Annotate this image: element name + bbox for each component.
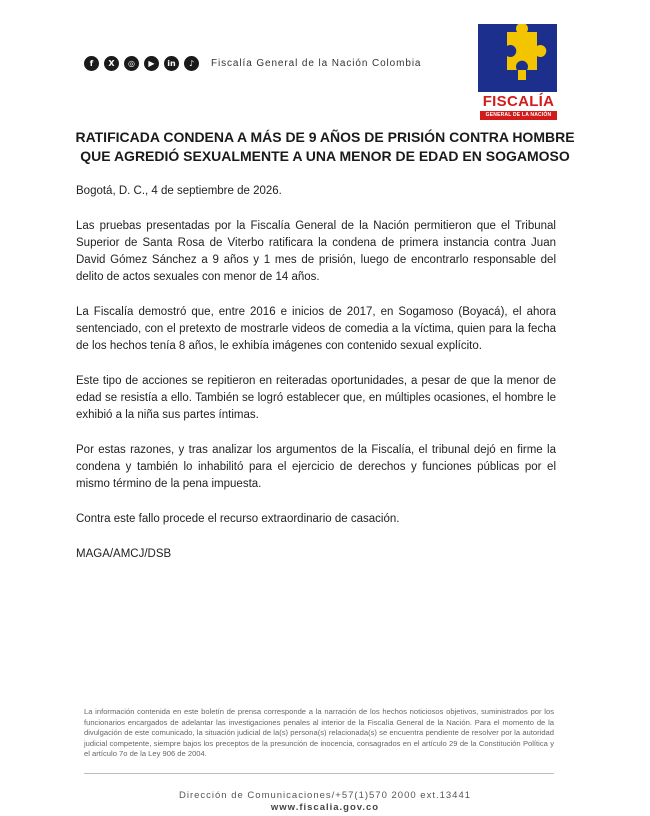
title-line-2: QUE AGREDIÓ SEXUALMENTE A UNA MENOR DE EDAD EN SOGAMOSO <box>80 148 570 164</box>
tiktok-icon[interactable]: ♪ <box>184 56 199 71</box>
document-header <box>0 0 650 130</box>
social-icons <box>84 56 199 71</box>
author-initials: MAGA/AMCJ/DSB <box>76 548 172 560</box>
title-line-1: RATIFICADA CONDENA A MÁS DE 9 AÑOS DE PRISIÓN CONTRA HOMBRE <box>75 129 575 145</box>
dateline: Bogotá, D. C., 4 de septiembre de 2026. <box>76 185 282 197</box>
paragraph: Contra este fallo procede el recurso extraordinario de casación. <box>76 513 400 525</box>
fiscalia-logo <box>476 24 561 124</box>
paragraph: Por estas razones, y tras analizar los argumentos de la Fiscalía, el tribunal dejó en firme la condena y también lo inhabilitó para el ejercicio de derechos y funciones públicas por el mismo término de la pena impuesta. <box>76 444 556 490</box>
paragraph: La Fiscalía demostró que, entre 2016 e inicios de 2017, en Sogamoso (Boyacá), el ahora sentenciado, con el pretexto de mostrarle videos de comedia a la víctima, quien para la fecha de los hechos tenía 8 años, le exhibía imágenes con contenido sexual explícito. <box>76 306 556 352</box>
press-release-body <box>76 183 556 563</box>
paragraph: Este tipo de acciones se repitieron en reiteradas oportunidades, a pesar de que la menor de edad se resistía a ello. También se logró establecer que, en múltiples ocasiones, el hombre le exhibió a la niña sus partes íntimas. <box>76 375 556 421</box>
paragraph: Las pruebas presentadas por la Fiscalía General de la Nación permitieron que el Tribunal Superior de Santa Rosa de Viterbo ratificara la condena de primera instancia contra Juan David Gómez Sánchez a 9 años y 1 mes de prisión, luego de encontrarlo responsable del delito de actos sexuales con menor de 14 años. <box>76 220 556 283</box>
website-link[interactable]: www.fiscalia.gov.co <box>270 802 380 813</box>
logo-wordmark: FISCALÍA <box>482 93 555 110</box>
facebook-icon[interactable]: f <box>84 56 99 71</box>
linkedin-icon[interactable]: in <box>164 56 179 71</box>
logo-subtitle: GENERAL DE LA NACIÓN <box>480 111 557 120</box>
org-name: Fiscalía General de la Nación Colombia <box>211 58 422 69</box>
youtube-icon[interactable]: ▶ <box>144 56 159 71</box>
legal-disclaimer: La información contenida en este boletín de prensa corresponde a la narración de los hechos noticiosos objetivos, suministrados por los funcionarios encargados de adelantar las investigaciones penales al interior de la Fiscalía General de la Nación. Para el momento de la divulgación de este comunicado, la situación judicial de la(s) persona(s) relacionada(s) se encuentra pendiente de resolver por la autoridad judicial competente, siempre bajos los preceptos de la presunción de inocencia, consagrados en el artículo 29 de la Constitución Política y el artículo 7o de la Ley 906 de 2004. <box>84 707 554 759</box>
puzzle-logo-icon <box>478 24 557 92</box>
instagram-icon[interactable]: ◎ <box>124 56 139 71</box>
contact-line: Dirección de Comunicaciones/+57(1)570 2000 ext.13441 <box>178 790 472 801</box>
x-icon[interactable]: X <box>104 56 119 71</box>
footer-divider <box>84 773 554 774</box>
press-release-title <box>60 128 590 166</box>
